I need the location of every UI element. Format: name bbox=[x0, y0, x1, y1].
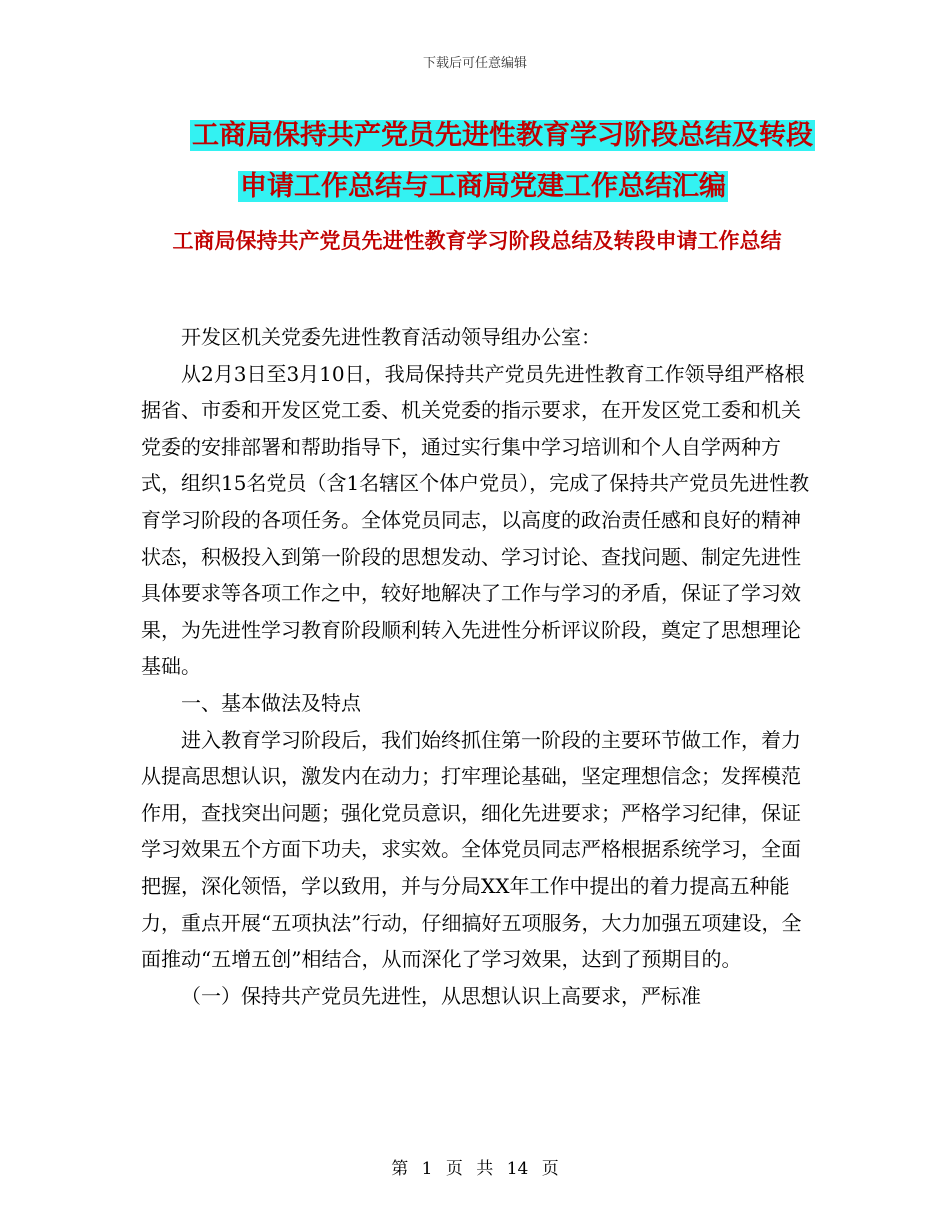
document-body bbox=[141, 319, 811, 1014]
section-heading: 一、基本做法及特点 bbox=[181, 690, 361, 715]
page-label-suffix: 页 bbox=[541, 1159, 559, 1179]
subsection-heading: （一）保持共产党员先进性，从思想认识上高要求，严标准 bbox=[181, 983, 701, 1008]
page-number-total: 14 bbox=[506, 1159, 529, 1179]
page-label-prefix: 第 bbox=[391, 1159, 409, 1179]
main-title-line-1-text: 工商局保持共产党员先进性教育学习阶段总结及转段 bbox=[192, 120, 813, 151]
page-label-total-prefix: 共 bbox=[476, 1159, 494, 1179]
salutation-paragraph: 开发区机关党委先进性教育活动领导组办公室： bbox=[181, 325, 601, 349]
header-note: 下载后可任意编辑 bbox=[422, 56, 527, 71]
page-footer bbox=[0, 1154, 950, 1179]
main-title-line-1 bbox=[190, 110, 830, 161]
section-title: 工商局保持共产党员先进性教育学习阶段总结及转段申请工作总结 bbox=[172, 228, 782, 253]
main-title bbox=[190, 110, 830, 212]
body-paragraph: 进入教育学习阶段后，我们始终抓住第一阶段的主要环节做工作，着力从提高思想认识，激发内在动力；打牢理论基础，坚定理想信念；发挥模范作用，查找突出问题；强化党员意识，细化先进要求；严格学习纪律，保证学习效果五个方面下功夫，求实效。全体党员同志严格根据系统学习，全面把握，深化领悟，学以致用，并与分局XX年工作中提出的着力提高五种能力，重点开展“五项执法”行动，仔细搞好五项服务，大力加强五项建设，全面推动“五增五创”相结合，从而深化了学习效果，达到了预期目的。 bbox=[141, 727, 802, 972]
body-paragraph: 从2月3日至3月10日，我局保持共产党员先进性教育工作领导组严格根据省、市委和开发区党工委、机关党委的指示要求，在开发区党工委和机关党委的安排部署和帮助指导下，通过实行集中学习培训和个人自学两种方式，组织15名党员（含1名辖区个体户党员），完成了保持共产党员先进性教育学习阶段的各项任务。全体党员同志，以高度的政治责任感和良好的精神状态，积极投入到第一阶段的思想发动、学习讨论、查找问题、制定先进性具体要求等各项工作之中，较好地解决了工作与学习的矛盾，保证了学习效果，为先进性学习教育阶段顺利转入先进性分析评议阶段，奠定了思想理论基础。 bbox=[141, 361, 810, 679]
main-title-line-2 bbox=[190, 161, 830, 212]
main-title-line-2-text: 申请工作总结与工商局党建工作总结汇编 bbox=[240, 171, 726, 202]
page-label-mid: 页 bbox=[445, 1159, 463, 1179]
page-number-current: 1 bbox=[421, 1159, 433, 1179]
